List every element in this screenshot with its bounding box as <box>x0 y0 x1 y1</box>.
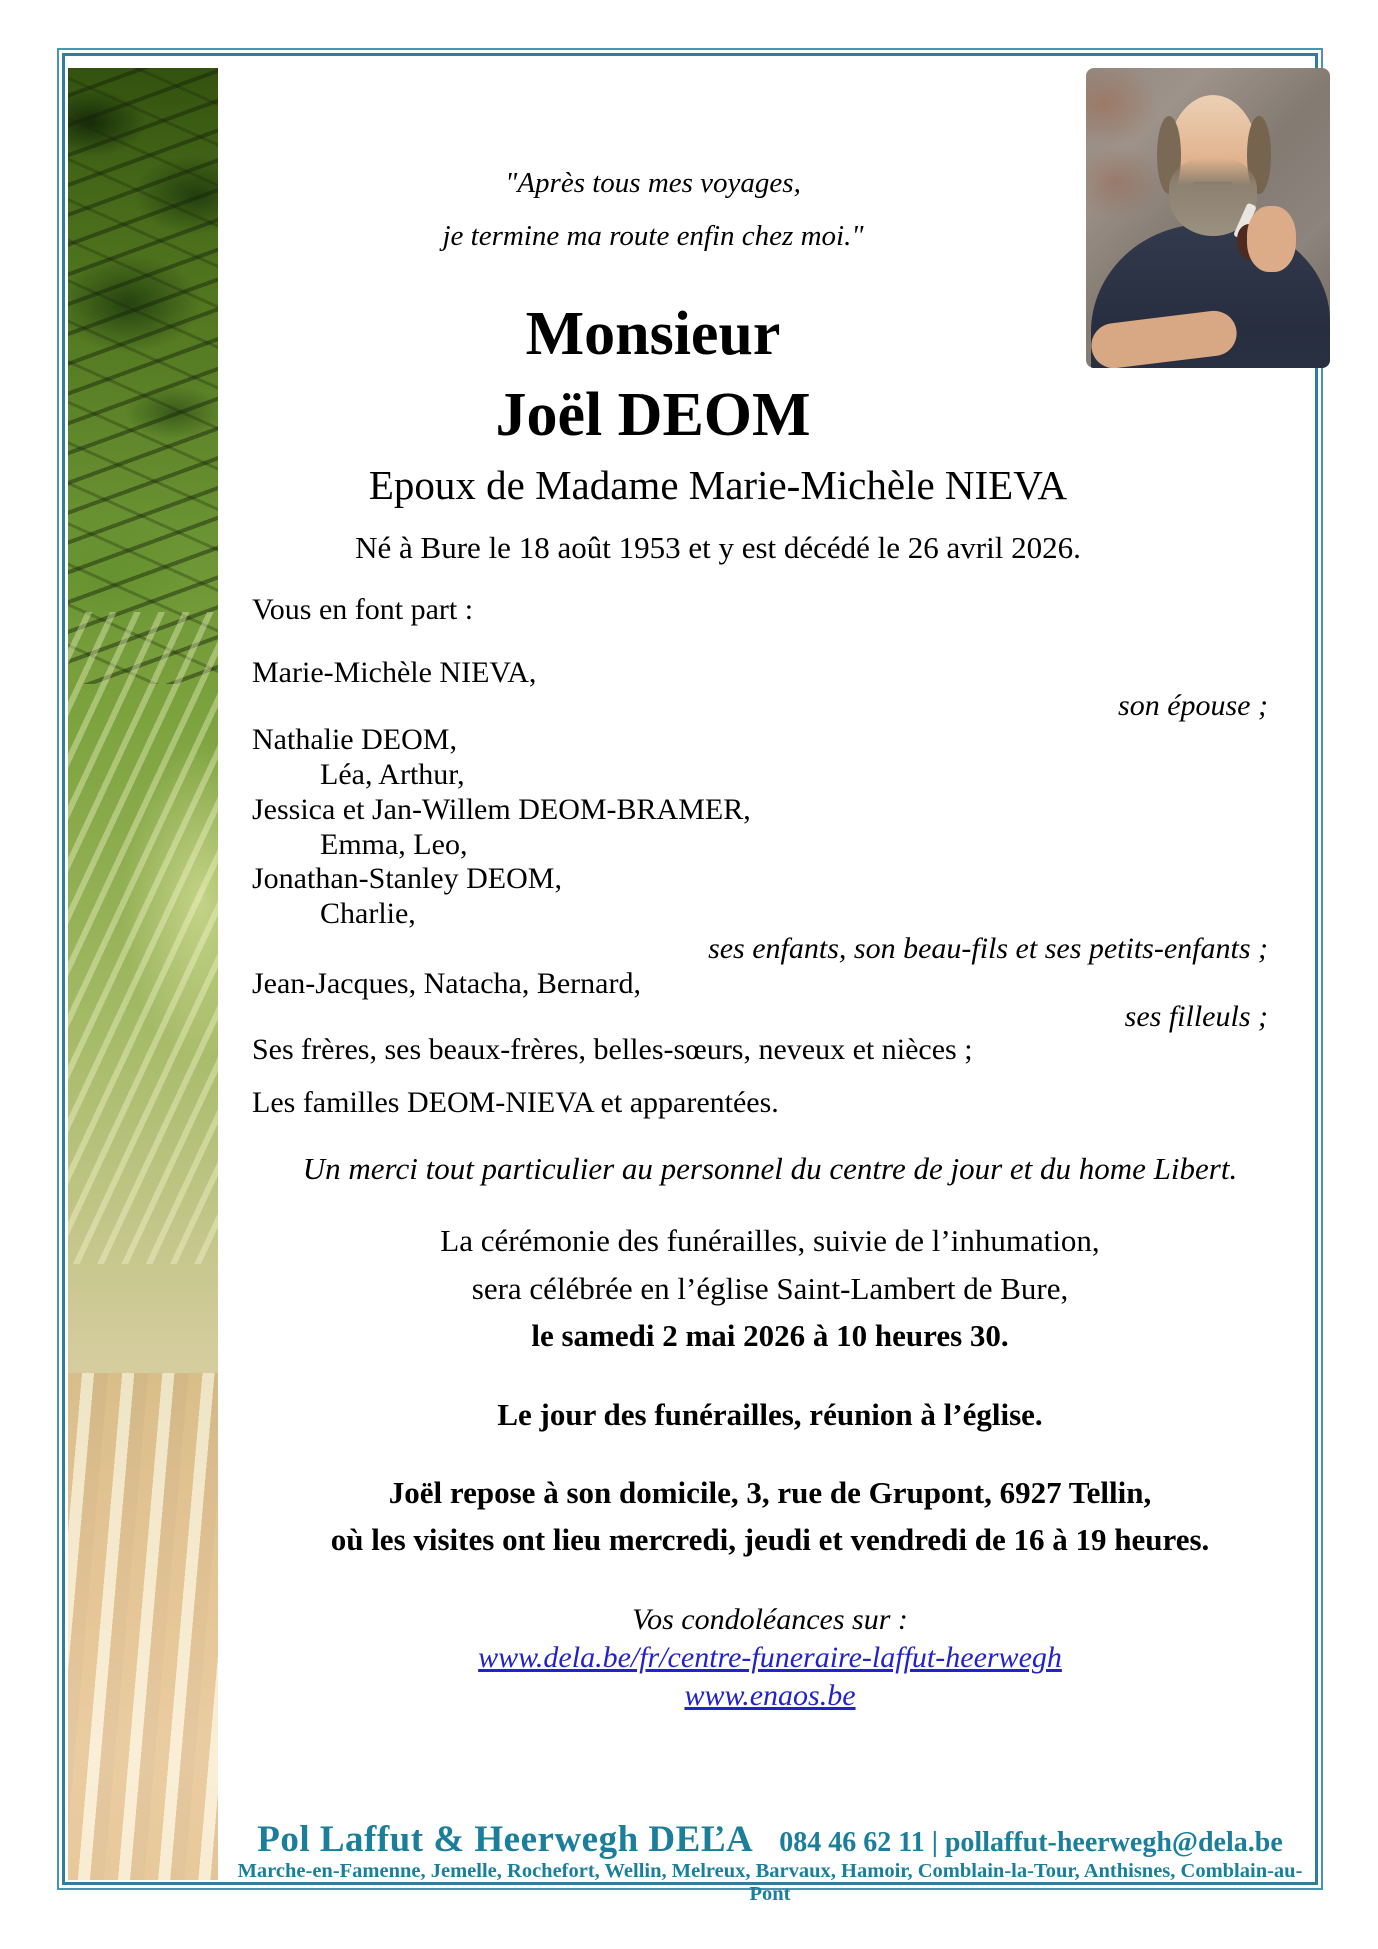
condolence-link-wrapper <box>218 1678 1322 1714</box>
relation-label: son épouse ; <box>1118 689 1268 722</box>
family-line: Marie-Michèle NIEVA, <box>252 656 537 689</box>
announcement-intro: Vous en font part : <box>252 593 474 626</box>
relation-label: ses filleuls ; <box>1124 1000 1268 1033</box>
condolence-link-dela[interactable]: www.dela.be/fr/centre-funeraire-laffut-heerwegh <box>478 1641 1062 1674</box>
family-line: Les familles DEOM-NIEVA et apparentées. <box>252 1086 779 1119</box>
family-line: Ses frères, ses beaux-frères, belles-sœurs, neveux et nièces ; <box>252 1033 973 1066</box>
life-dates: Né à Bure le 18 août 1953 et y est décédé le 26 avril 2026. <box>355 530 1081 565</box>
deceased-name: Joël DEOM <box>495 381 811 449</box>
condolence-link-wrapper <box>218 1640 1322 1676</box>
relation-label: ses enfants, son beau-fils et ses petits-enfants ; <box>708 932 1268 965</box>
thanks-line: Un merci tout particulier au personnel du centre de jour et du home Libert. <box>302 1151 1238 1186</box>
quote-line-1: "Après tous mes voyages, <box>505 167 801 199</box>
funeral-home-brand: Pol Laffut & Heerwegh DEĽA <box>257 1819 754 1860</box>
funeral-home-locations: Marche-en-Famenne, Jemelle, Rochefort, Wellin, Melreux, Barvaux, Hamoir, Comblain-la-Tour, Anthisnes, Comblain-au-Pont <box>237 1860 1303 1905</box>
family-line: Léa, Arthur, <box>320 758 465 791</box>
spouse-line: Epoux de Madame Marie-Michèle NIEVA <box>368 462 1068 508</box>
ceremony-line-1: La cérémonie des funérailles, suivie de l’inhumation, <box>440 1223 1100 1258</box>
quote-line-2: je termine ma route enfin chez moi." <box>442 220 864 252</box>
title-monsieur: Monsieur <box>525 300 781 368</box>
condolences-label: Vos condoléances sur : <box>632 1603 908 1636</box>
ceremony-date: le samedi 2 mai 2026 à 10 heures 30. <box>531 1318 1009 1353</box>
family-line: Charlie, <box>320 897 416 930</box>
forest-branches <box>68 68 218 684</box>
portrait-photo-man-with-pipe <box>1086 68 1330 368</box>
forest-path-photo <box>68 68 218 1880</box>
footer-brand-line <box>218 1818 1322 1861</box>
family-line: Nathalie DEOM, <box>252 723 457 756</box>
forest-sun-rays <box>68 612 218 1264</box>
portrait-hand <box>1247 206 1296 272</box>
funeral-home-contact: 084 46 62 11 | pollaffut-heerwegh@dela.be <box>779 1827 1283 1858</box>
repose-line-2: où les visites ont lieu mercredi, jeudi et vendredi de 16 à 19 heures. <box>330 1522 1210 1557</box>
reunion-line: Le jour des funérailles, réunion à l’église. <box>497 1397 1043 1432</box>
forest-sandy-path <box>68 1373 218 1880</box>
ceremony-line-2: sera célébrée en l’église Saint-Lambert de Bure, <box>471 1271 1069 1306</box>
family-line: Jean-Jacques, Natacha, Bernard, <box>252 967 641 1000</box>
family-line: Jessica et Jan-Willem DEOM-BRAMER, <box>252 793 751 826</box>
family-line: Jonathan-Stanley DEOM, <box>252 862 562 895</box>
family-line: Emma, Leo, <box>320 828 468 861</box>
repose-line-1: Joël repose à son domicile, 3, rue de Grupont, 6927 Tellin, <box>388 1475 1152 1510</box>
condolence-link-enaos[interactable]: www.enaos.be <box>684 1679 856 1712</box>
